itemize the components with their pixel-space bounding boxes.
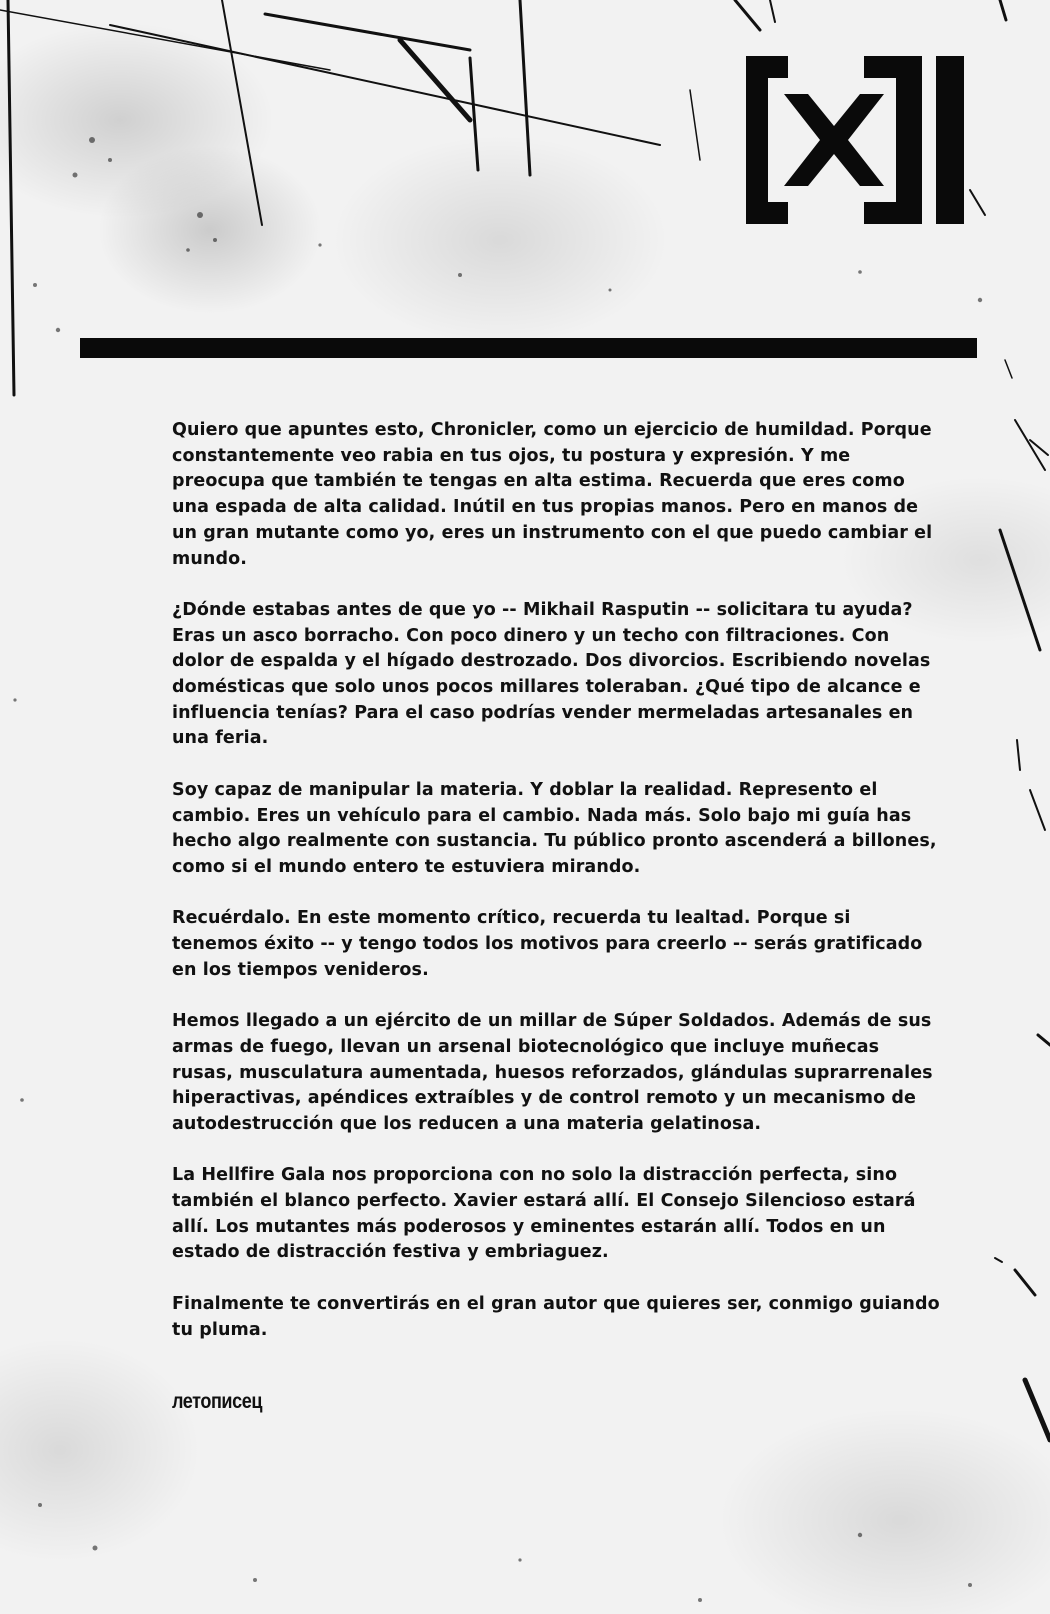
x-men-logo-icon (746, 56, 964, 224)
letter-paragraph: Hemos llegado a un ejército de un millar de Súper Soldados. Además de sus armas de fuego, llevan un arsenal biotecnológico que incluye muñecas rusas, musculatura aumentada, huesos reforzados, glándulas suprarrenales hiperactivas, apéndices extraíbles y de control remoto y un mecanismo de autodestrucción que los reducen a una materia gelatinosa. (172, 1011, 933, 1134)
letter-paragraph: Quiero que apuntes esto, Chronicler, como un ejercicio de humildad. Porque constantemente veo rabia en tus ojos, tu postura y expresión. Y me preocupa que también te tengas en alta estima. Recuerda que eres como una espada de alta calidad. Inútil en tus propias manos. Pero en manos de un gran mutante como yo, eres un instrumento con el que puedo cambiar el mundo. (172, 420, 933, 569)
letter-paragraph: Soy capaz de manipular la materia. Y doblar la realidad. Represento el cambio. Eres un vehículo para el cambio. Nada más. Solo bajo mi guía has hecho algo realmente con sustancia. Tu público pronto ascenderá a billones, como si el mundo entero te estuviera mirando. (172, 779, 937, 877)
divider-bar (80, 338, 977, 358)
letter-paragraph: La Hellfire Gala nos proporciona con no solo la distracción perfecta, sino también el blanco perfecto. Xavier estará allí. El Consejo Silencioso estará allí. Los mutantes más poderosos y eminentes estarán allí. Todos en un estado de distracción festiva y embriaguez. (172, 1165, 916, 1263)
letter-paragraph: Recuérdalo. En este momento crítico, recuerda tu lealtad. Porque si tenemos éxito -- y tengo todos los motivos para creerlo -- serás gratificado en los tiempos venideros. (172, 908, 923, 980)
letter-body (172, 418, 942, 1369)
signature: летописец (172, 1390, 263, 1413)
letter-paragraph: ¿Dónde estabas antes de que yo -- Mikhail Rasputin -- solicitara tu ayuda? Eras un asco borracho. Con poco dinero y un techo con filtraciones. Con dolor de espalda y el hígado destrozado. Dos divorcios. Escribiendo novelas domésticas que solo unos pocos millares toleraban. ¿Qué tipo de alcance e influencia tenías? Para el caso podrías vender mermeladas artesanales en una feria. (172, 599, 931, 749)
letter-paragraph: Finalmente te convertirás en el gran autor que quieres ser, conmigo guiando tu pluma. (172, 1293, 940, 1340)
